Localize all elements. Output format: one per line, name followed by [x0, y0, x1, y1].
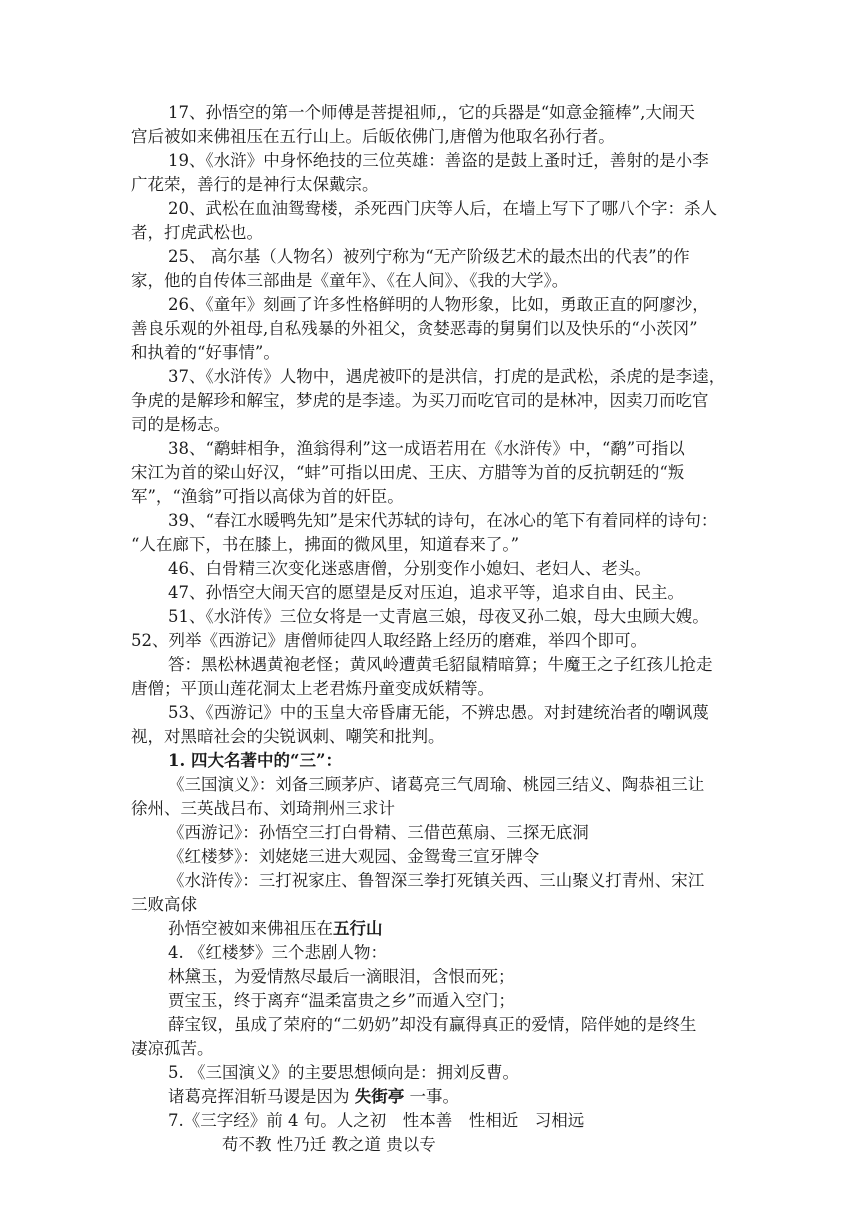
text-line: 51、《水浒传》三位女将是一丈青扈三娘，母夜叉孙二娘，母大虫顾大嫂。 — [168, 607, 709, 626]
text-line: 7.《三字经》前 4 句。人之初 性本善 性相近 习相远 — [168, 1111, 585, 1130]
text-line: 善良乐观的外祖母,自私残暴的外祖父，贪婪恶毒的舅舅们以及快乐的“小茨冈” — [131, 319, 698, 338]
text-line: 司的是杨志。 — [131, 415, 230, 434]
bold-answer: 五行山 — [333, 919, 383, 938]
text-line: 宋江为首的梁山好汉，“蚌”可指以田虎、王庆、方腊等为首的反抗朝廷的“叛 — [131, 463, 685, 482]
text-line: 广花荣，善行的是神行太保戴宗。 — [131, 175, 379, 194]
text-line: 《红楼梦》：刘姥姥三进大观园、金鸳鸯三宣牙牌令 — [168, 847, 540, 866]
bold-answer: 失街亭 — [354, 1087, 405, 1106]
text-line: 林黛玉，为爱情熬尽最后一滴眼泪，含恨而死； — [168, 967, 515, 986]
text-segment: 诸葛亮挥泪斩马谡是因为 — [168, 1087, 355, 1106]
text-line: 46、白骨精三次变化迷惑唐僧，分别变作小媳妇、老妇人、老头。 — [168, 559, 651, 578]
text-line: 家，他的自传体三部曲是《童年》、《在人间》、《我的大学》。 — [131, 271, 569, 290]
section-heading: 1. 四大名著中的“三”： — [168, 751, 342, 770]
text-line: 徐州、三英战吕布、刘琦荆州三求计 — [131, 799, 395, 818]
text-line: 17、孙悟空的第一个师傅是菩提祖师,，它的兵器是“如意金箍棒”,大闹天 — [168, 103, 695, 122]
text-line: 答：黑松林遇黄袍老怪；黄风岭遭黄毛貂鼠精暗算；牛魔王之子红孩儿抢走 — [168, 655, 713, 674]
text-line: 凄凉孤苦。 — [131, 1039, 214, 1058]
text-line: 4. 《红楼梦》三个悲剧人物： — [168, 943, 387, 962]
text-segment: 孙悟空被如来佛祖压在 — [168, 919, 333, 938]
text-line: 《水浒传》：三打祝家庄、鲁智深三拳打死镇关西、三山聚义打青州、宋江 — [168, 871, 705, 890]
text-line: 53、《西游记》中的玉皇大帝昏庸无能，不辨忠愚。对封建统治者的嘲讽蔑 — [168, 703, 709, 722]
text-line: 《三国演义》：刘备三顾茅庐、诸葛亮三气周瑜、桃园三结义、陶恭祖三让 — [168, 775, 705, 794]
text-line: 5. 《三国演义》的主要思想倾向是：拥刘反曹。 — [168, 1063, 519, 1082]
text-line: 苟不教 性乃迁 教之道 贵以专 — [222, 1135, 436, 1154]
text-line: 《西游记》：孙悟空三打白骨精、三借芭蕉扇、三探无底洞 — [168, 823, 589, 842]
text-line — [168, 1085, 459, 1109]
text-line: 37、《水浒传》人物中，遇虎被吓的是洪信，打虎的是武松，杀虎的是李逵， — [168, 367, 726, 386]
text-line: 争虎的是解珍和解宝，梦虎的是李逵。为买刀而吃官司的是林冲，因卖刀而吃官 — [131, 391, 709, 410]
text-line: 39、“春江水暖鸭先知”是宋代苏轼的诗句，在冰心的笔下有着同样的诗句： — [168, 511, 718, 530]
text-line: 25、 高尔基（人物名）被列宁称为“无产阶级艺术的最杰出的代表”的作 — [168, 247, 690, 266]
text-line: 宫后被如来佛祖压在五行山上。后皈依佛门,唐僧为他取名孙行者。 — [131, 127, 615, 146]
text-line — [168, 917, 383, 941]
text-line: 和执着的“好事情”。 — [131, 343, 280, 362]
text-line: 唐僧；平顶山莲花洞太上老君炼丹童变成妖精等。 — [131, 679, 494, 698]
text-line: 军”，“渔翁”可指以高俅为首的奸臣。 — [131, 487, 404, 506]
text-line: 20、武松在血油鸳鸯楼，杀死西门庆等人后，在墙上写下了哪八个字：杀人 — [168, 199, 717, 218]
text-line: 38、“鹬蚌相争，渔翁得利”这一成语若用在《水浒传》中，“鹬”可指以 — [168, 439, 685, 458]
text-segment: 一事。 — [404, 1087, 459, 1106]
text-line: “人在廊下，书在膝上，拂面的微风里，知道春来了。” — [131, 535, 520, 554]
text-line: 贾宝玉，终于离弃“温柔富贵之乡”而遁入空门； — [168, 991, 515, 1010]
text-line: 三败高俅 — [131, 895, 197, 914]
text-line: 者，打虎武松也。 — [131, 223, 263, 242]
text-line: 薛宝钗，虽成了荣府的“二奶奶”却没有赢得真正的爱情，陪伴她的是终生 — [168, 1015, 697, 1034]
text-line: 19、《水浒》中身怀绝技的三位英雄：善盗的是鼓上蚤时迁，善射的是小李 — [168, 151, 709, 170]
text-line: 视，对黑暗社会的尖锐讽刺、嘲笑和批判。 — [131, 727, 445, 746]
text-line: 26、《童年》刻画了许多性格鲜明的人物形象，比如，勇敢正直的阿廖沙， — [168, 295, 709, 314]
text-line: 52、列举《西游记》唐僧师徒四人取经路上经历的磨难，举四个即可。 — [131, 631, 647, 650]
text-line: 47、孙悟空大闹天宫的愿望是反对压迫，追求平等，追求自由、民主。 — [168, 583, 684, 602]
